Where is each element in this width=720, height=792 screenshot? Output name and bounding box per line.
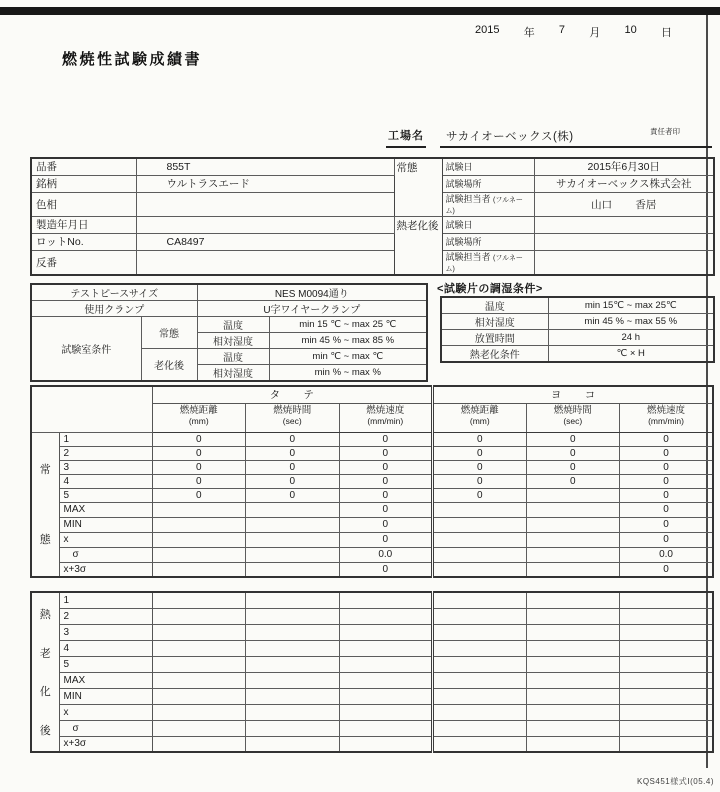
result-value-cell (152, 624, 246, 640)
result-value-cell (339, 624, 433, 640)
result-value-cell: 0 (433, 488, 527, 502)
conditioning-humidity-label: 相対湿度 (441, 314, 548, 330)
info-value-tanban (136, 250, 394, 275)
date-day-unit: 日 (660, 27, 672, 39)
col-header-speed-tate (339, 403, 433, 432)
side-label-char: 化 (39, 686, 51, 699)
report-date-line (475, 24, 672, 40)
result-value-cell (526, 640, 620, 656)
conditioning-time-value: 24 h (548, 330, 714, 346)
result-value-cell: 0 (339, 517, 433, 532)
result-row-label: 5 (59, 656, 152, 672)
room-humidity-label: 相対湿度 (197, 333, 269, 349)
col-header-unit: (mm) (469, 415, 490, 426)
responsible-seal-label: 責任者印 (650, 127, 680, 136)
result-row-label: 2 (59, 446, 152, 460)
clamp-label: 使用クランプ (31, 301, 197, 317)
result-value-cell (526, 688, 620, 704)
result-value-cell (152, 517, 246, 532)
result-value-cell: 0 (246, 446, 340, 460)
result-row-label: 3 (59, 460, 152, 474)
result-row-label: x (59, 532, 152, 547)
result-value-cell: 0 (620, 562, 714, 577)
result-row (31, 562, 713, 577)
result-row-label: 1 (59, 592, 152, 608)
test-value-date-normal: 2015年6月30日 (534, 158, 714, 175)
result-value-cell (526, 488, 620, 502)
result-row-label: MIN (59, 517, 152, 532)
result-value-cell: 0 (526, 460, 620, 474)
info-label-hinban: 品番 (31, 158, 136, 175)
result-value-cell: 0 (152, 474, 246, 488)
result-value-cell (152, 592, 246, 608)
result-row (31, 720, 713, 736)
side-label-char: 常 (39, 464, 51, 477)
result-value-cell: 0 (339, 488, 433, 502)
test-label-place-normal: 試験場所 (442, 175, 534, 192)
result-value-cell (526, 624, 620, 640)
result-value-cell (246, 736, 340, 752)
result-value-cell: 0 (339, 502, 433, 517)
result-row (31, 547, 713, 562)
test-value-person-normal: 山口 香居 (534, 192, 714, 216)
table-row (31, 192, 714, 216)
result-value-cell (526, 502, 620, 517)
result-value-cell (246, 720, 340, 736)
result-value-cell (620, 720, 714, 736)
result-value-cell: 0 (339, 432, 433, 446)
sample-info-table (30, 157, 715, 276)
room-humidity-label-aged: 相対湿度 (197, 365, 269, 382)
room-conditions-label: 試験室条件 (31, 317, 141, 382)
test-label-person-aged (442, 250, 534, 275)
result-value-cell (433, 672, 527, 688)
result-row (31, 592, 713, 608)
result-value-cell (246, 562, 340, 577)
table-row (31, 284, 427, 301)
results-corner-cell (31, 386, 152, 432)
result-value-cell (433, 640, 527, 656)
result-row (31, 704, 713, 720)
test-person-label-text: 試験担当者 (445, 193, 491, 204)
result-row-label: 4 (59, 474, 152, 488)
result-value-cell: 0 (246, 432, 340, 446)
col-header-unit: (mm/min) (367, 415, 404, 426)
result-value-cell (620, 704, 714, 720)
result-value-cell: 0 (620, 474, 714, 488)
info-value-lotno: CA8497 (136, 233, 394, 250)
result-row (31, 656, 713, 672)
side-label-char: 熱 (39, 608, 51, 621)
info-value-mfgdate (136, 216, 394, 233)
result-row (31, 502, 713, 517)
result-value-cell (246, 672, 340, 688)
result-value-cell (526, 547, 620, 562)
conditioning-table (440, 296, 715, 363)
room-humidity-aged-value: min % ~ max % (269, 365, 427, 382)
result-value-cell: 0 (526, 432, 620, 446)
table-row (31, 175, 714, 192)
result-value-cell: 0 (152, 446, 246, 460)
result-row (31, 517, 713, 532)
info-value-meigara: ウルトラスエード (136, 175, 394, 192)
result-value-cell: 0.0 (339, 547, 433, 562)
col-header-name: 燃焼速度 (366, 404, 405, 416)
test-person-label-suffix: (フルネーム) (445, 254, 523, 273)
result-value-cell (246, 640, 340, 656)
result-value-cell (433, 624, 527, 640)
result-value-cell (526, 704, 620, 720)
result-value-cell: 0 (152, 460, 246, 474)
table-row (31, 250, 714, 275)
table-row (31, 233, 714, 250)
col-header-name: 燃焼距離 (460, 404, 499, 416)
test-person-label-suffix: (フルネーム) (445, 196, 523, 215)
result-value-cell: 0 (433, 432, 527, 446)
form-code: KQS451様式Ⅰ(05.4) (637, 777, 714, 786)
table-row (31, 158, 714, 175)
result-value-cell (152, 688, 246, 704)
result-value-cell (433, 517, 527, 532)
col-header-speed-yoko (620, 403, 714, 432)
result-value-cell (620, 736, 714, 752)
group-header-yoko: ヨ コ (433, 386, 714, 403)
result-value-cell: 0 (526, 474, 620, 488)
result-row (31, 672, 713, 688)
result-value-cell (526, 517, 620, 532)
room-temp-label-aged: 温度 (197, 349, 269, 365)
result-value-cell (433, 608, 527, 624)
test-label-date-normal: 試験日 (442, 158, 534, 175)
col-header-name: 燃焼時間 (553, 404, 592, 416)
result-value-cell (620, 688, 714, 704)
col-header-name: 燃焼時間 (273, 404, 312, 416)
result-value-cell (246, 656, 340, 672)
table-row (441, 314, 714, 330)
factory-label: 工場名 (386, 127, 426, 148)
result-value-cell: 0 (339, 474, 433, 488)
result-value-cell (246, 592, 340, 608)
scan-edge-top (0, 7, 720, 15)
result-value-cell (339, 704, 433, 720)
result-value-cell (152, 608, 246, 624)
info-label-lotno: ロットNo. (31, 233, 136, 250)
table-row (31, 386, 713, 403)
col-header-distance-yoko (433, 403, 527, 432)
info-value-shikiso (136, 192, 394, 216)
result-value-cell (246, 517, 340, 532)
result-value-cell: 0 (246, 474, 340, 488)
conditioning-section-title: <試験片の調湿条件> (437, 283, 543, 295)
result-value-cell (620, 656, 714, 672)
factory-name-line (386, 127, 712, 148)
result-value-cell (620, 640, 714, 656)
test-label-person-normal (442, 192, 534, 216)
state-aged-label: 熱老化後 (394, 216, 442, 275)
conditioning-temp-value: min 15℃ ~ max 25℃ (548, 297, 714, 314)
result-value-cell (246, 688, 340, 704)
result-value-cell (152, 672, 246, 688)
result-row-label: x+3σ (59, 736, 152, 752)
piece-size-label: テストピースサイズ (31, 284, 197, 301)
group-header-tate: タ テ (152, 386, 433, 403)
clamp-value: U字ワイヤークランプ (197, 301, 427, 317)
result-row (31, 446, 713, 460)
result-value-cell: 0.0 (620, 547, 714, 562)
result-row (31, 608, 713, 624)
result-row (31, 532, 713, 547)
result-row (31, 474, 713, 488)
info-value-hinban: 855T (136, 158, 394, 175)
result-value-cell (620, 624, 714, 640)
state-normal-label: 常態 (394, 158, 442, 216)
result-row-label: MIN (59, 688, 152, 704)
result-value-cell (433, 736, 527, 752)
result-value-cell: 0 (526, 446, 620, 460)
result-value-cell (339, 592, 433, 608)
result-value-cell (246, 608, 340, 624)
result-value-cell (526, 672, 620, 688)
col-header-name: 燃焼速度 (647, 404, 686, 416)
result-value-cell (152, 547, 246, 562)
results-table-aged (30, 591, 714, 753)
result-value-cell (339, 640, 433, 656)
result-row (31, 688, 713, 704)
result-row-label: 1 (59, 432, 152, 446)
result-value-cell: 0 (339, 446, 433, 460)
result-row-label: x (59, 704, 152, 720)
conditioning-humidity-value: min 45 % ~ max 55 % (548, 314, 714, 330)
result-value-cell (246, 532, 340, 547)
result-value-cell (339, 672, 433, 688)
result-value-cell: 0 (433, 474, 527, 488)
side-label-char: 老 (39, 647, 51, 660)
conditioning-temp-label: 温度 (441, 297, 548, 314)
result-value-cell (526, 592, 620, 608)
result-row (31, 640, 713, 656)
result-value-cell (152, 502, 246, 517)
test-label-place-aged: 試験場所 (442, 233, 534, 250)
result-value-cell (433, 547, 527, 562)
result-row-label: σ (59, 547, 152, 562)
result-value-cell (433, 704, 527, 720)
result-value-cell (526, 608, 620, 624)
result-value-cell: 0 (620, 460, 714, 474)
result-value-cell: 0 (620, 432, 714, 446)
test-value-person-aged (534, 250, 714, 275)
piece-size-value: NES M0094通り (197, 284, 427, 301)
test-value-place-aged (534, 233, 714, 250)
col-header-time-tate (246, 403, 340, 432)
result-value-cell (433, 532, 527, 547)
col-header-time-yoko (526, 403, 620, 432)
result-row (31, 460, 713, 474)
result-value-cell (152, 736, 246, 752)
conditioning-time-label: 放置時間 (441, 330, 548, 346)
date-month: 7 (558, 24, 566, 36)
result-value-cell: 0 (339, 532, 433, 547)
room-state-aged: 老化後 (141, 349, 197, 382)
result-value-cell (339, 688, 433, 704)
result-value-cell (433, 688, 527, 704)
result-value-cell (526, 532, 620, 547)
date-month-unit: 月 (589, 27, 601, 39)
test-value-date-aged (534, 216, 714, 233)
result-value-cell (152, 656, 246, 672)
result-value-cell (339, 608, 433, 624)
result-value-cell: 0 (620, 488, 714, 502)
result-value-cell (152, 720, 246, 736)
side-label-char: 後 (39, 725, 51, 738)
result-value-cell (620, 672, 714, 688)
date-day: 10 (624, 24, 637, 36)
page-title: 燃焼性試験成績書 (62, 51, 203, 68)
col-header-unit: (sec) (282, 415, 302, 426)
block-side-label (31, 592, 59, 752)
date-year: 2015 (475, 24, 500, 36)
result-value-cell (620, 592, 714, 608)
result-row (31, 488, 713, 502)
table-row (441, 346, 714, 363)
result-value-cell (433, 656, 527, 672)
info-label-shikiso: 色相 (31, 192, 136, 216)
col-header-distance-tate (152, 403, 246, 432)
info-label-meigara: 銘柄 (31, 175, 136, 192)
result-value-cell (526, 656, 620, 672)
result-value-cell (246, 547, 340, 562)
result-row-label: MAX (59, 502, 152, 517)
result-value-cell (246, 624, 340, 640)
room-temp-aged-value: min ℃ ~ max ℃ (269, 349, 427, 365)
result-row (31, 432, 713, 446)
result-row-label: MAX (59, 672, 152, 688)
result-row-label: 5 (59, 488, 152, 502)
result-value-cell: 0 (433, 460, 527, 474)
date-year-unit: 年 (523, 27, 535, 39)
result-value-cell (152, 562, 246, 577)
test-person-label-text: 試験担当者 (445, 251, 491, 262)
result-value-cell: 0 (620, 446, 714, 460)
result-value-cell: 0 (620, 532, 714, 547)
room-temp-normal-value: min 15 ℃ ~ max 25 ℃ (269, 317, 427, 333)
result-value-cell (246, 704, 340, 720)
room-temp-label: 温度 (197, 317, 269, 333)
col-header-unit: (mm) (188, 415, 209, 426)
conditioning-aging-value: ℃ × H (548, 346, 714, 363)
result-value-cell (339, 736, 433, 752)
test-label-date-aged: 試験日 (442, 216, 534, 233)
info-label-mfgdate: 製造年月日 (31, 216, 136, 233)
table-row (31, 317, 427, 333)
result-value-cell (433, 720, 527, 736)
result-row-label: x+3σ (59, 562, 152, 577)
col-header-name: 燃焼距離 (179, 404, 218, 416)
result-value-cell (152, 640, 246, 656)
factory-value-underline (440, 127, 712, 148)
result-row-label: 4 (59, 640, 152, 656)
result-value-cell: 0 (433, 446, 527, 460)
col-header-unit: (mm/min) (648, 415, 684, 426)
result-value-cell: 0 (620, 502, 714, 517)
result-value-cell (246, 502, 340, 517)
table-row (441, 297, 714, 314)
result-value-cell: 0 (339, 562, 433, 577)
result-row (31, 624, 713, 640)
factory-value: サカイオーベックス(株) (446, 131, 574, 143)
table-row (31, 216, 714, 233)
result-value-cell (526, 720, 620, 736)
info-label-tanban: 反番 (31, 250, 136, 275)
result-value-cell (339, 720, 433, 736)
side-label-char: 態 (39, 534, 51, 547)
room-state-normal: 常態 (141, 317, 197, 349)
test-value-place-normal: サカイオーベックス株式会社 (534, 175, 714, 192)
col-header-unit: (sec) (563, 415, 583, 426)
result-value-cell: 0 (620, 517, 714, 532)
result-value-cell (433, 562, 527, 577)
result-value-cell: 0 (152, 432, 246, 446)
result-value-cell (152, 532, 246, 547)
result-row-label: σ (59, 720, 152, 736)
result-value-cell (433, 592, 527, 608)
result-value-cell (526, 736, 620, 752)
result-value-cell (526, 562, 620, 577)
result-row (31, 736, 713, 752)
conditioning-aging-label: 熱老化条件 (441, 346, 548, 363)
table-row (31, 301, 427, 317)
result-value-cell (433, 502, 527, 517)
room-humidity-normal-value: min 45 % ~ max 85 % (269, 333, 427, 349)
result-value-cell (620, 608, 714, 624)
result-value-cell: 0 (339, 460, 433, 474)
result-row-label: 2 (59, 608, 152, 624)
result-row-label: 3 (59, 624, 152, 640)
test-room-conditions-table (30, 283, 428, 382)
result-value-cell: 0 (246, 460, 340, 474)
results-table-normal (30, 385, 714, 578)
result-value-cell: 0 (152, 488, 246, 502)
result-value-cell: 0 (246, 488, 340, 502)
result-value-cell (339, 656, 433, 672)
result-value-cell (152, 704, 246, 720)
table-row (441, 330, 714, 346)
block-side-label (31, 432, 59, 577)
